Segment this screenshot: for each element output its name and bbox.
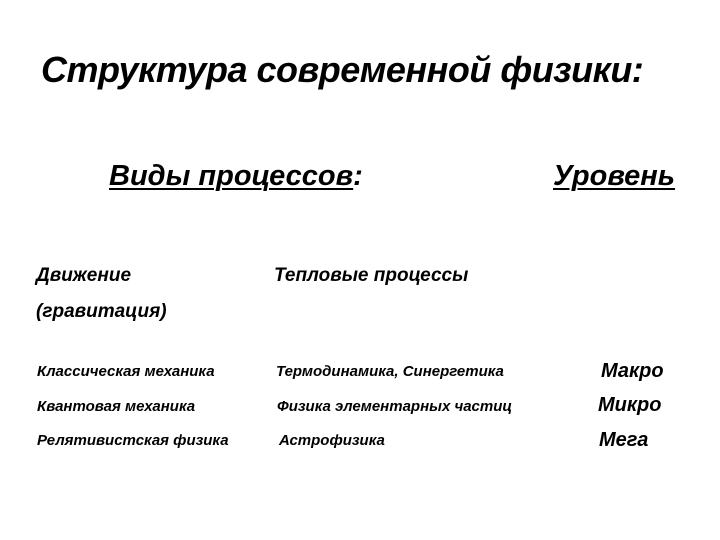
processes-heading-text: Виды процессов (109, 160, 354, 192)
row-2-motion: Квантовая механика (37, 398, 196, 415)
category-motion-line1: Движение (36, 265, 132, 286)
row-2-level: Микро (598, 394, 662, 416)
row-1-motion: Классическая механика (37, 363, 215, 380)
row-3-level: Мега (599, 429, 649, 451)
category-thermal: Тепловые процессы (274, 265, 469, 286)
row-3-thermal: Астрофизика (279, 432, 385, 449)
row-2-thermal: Физика элементарных частиц (277, 398, 513, 415)
row-1-level: Макро (601, 360, 664, 382)
row-1-thermal: Термодинамика, Синергетика (276, 363, 504, 380)
row-3-motion: Релятивистская физика (37, 432, 229, 449)
page-title: Структура современной физики: (41, 49, 644, 90)
category-motion-line2: (гравитация) (36, 301, 167, 322)
processes-heading (109, 162, 363, 191)
level-heading: Уровень (553, 160, 676, 192)
processes-heading-colon: : (353, 160, 363, 192)
